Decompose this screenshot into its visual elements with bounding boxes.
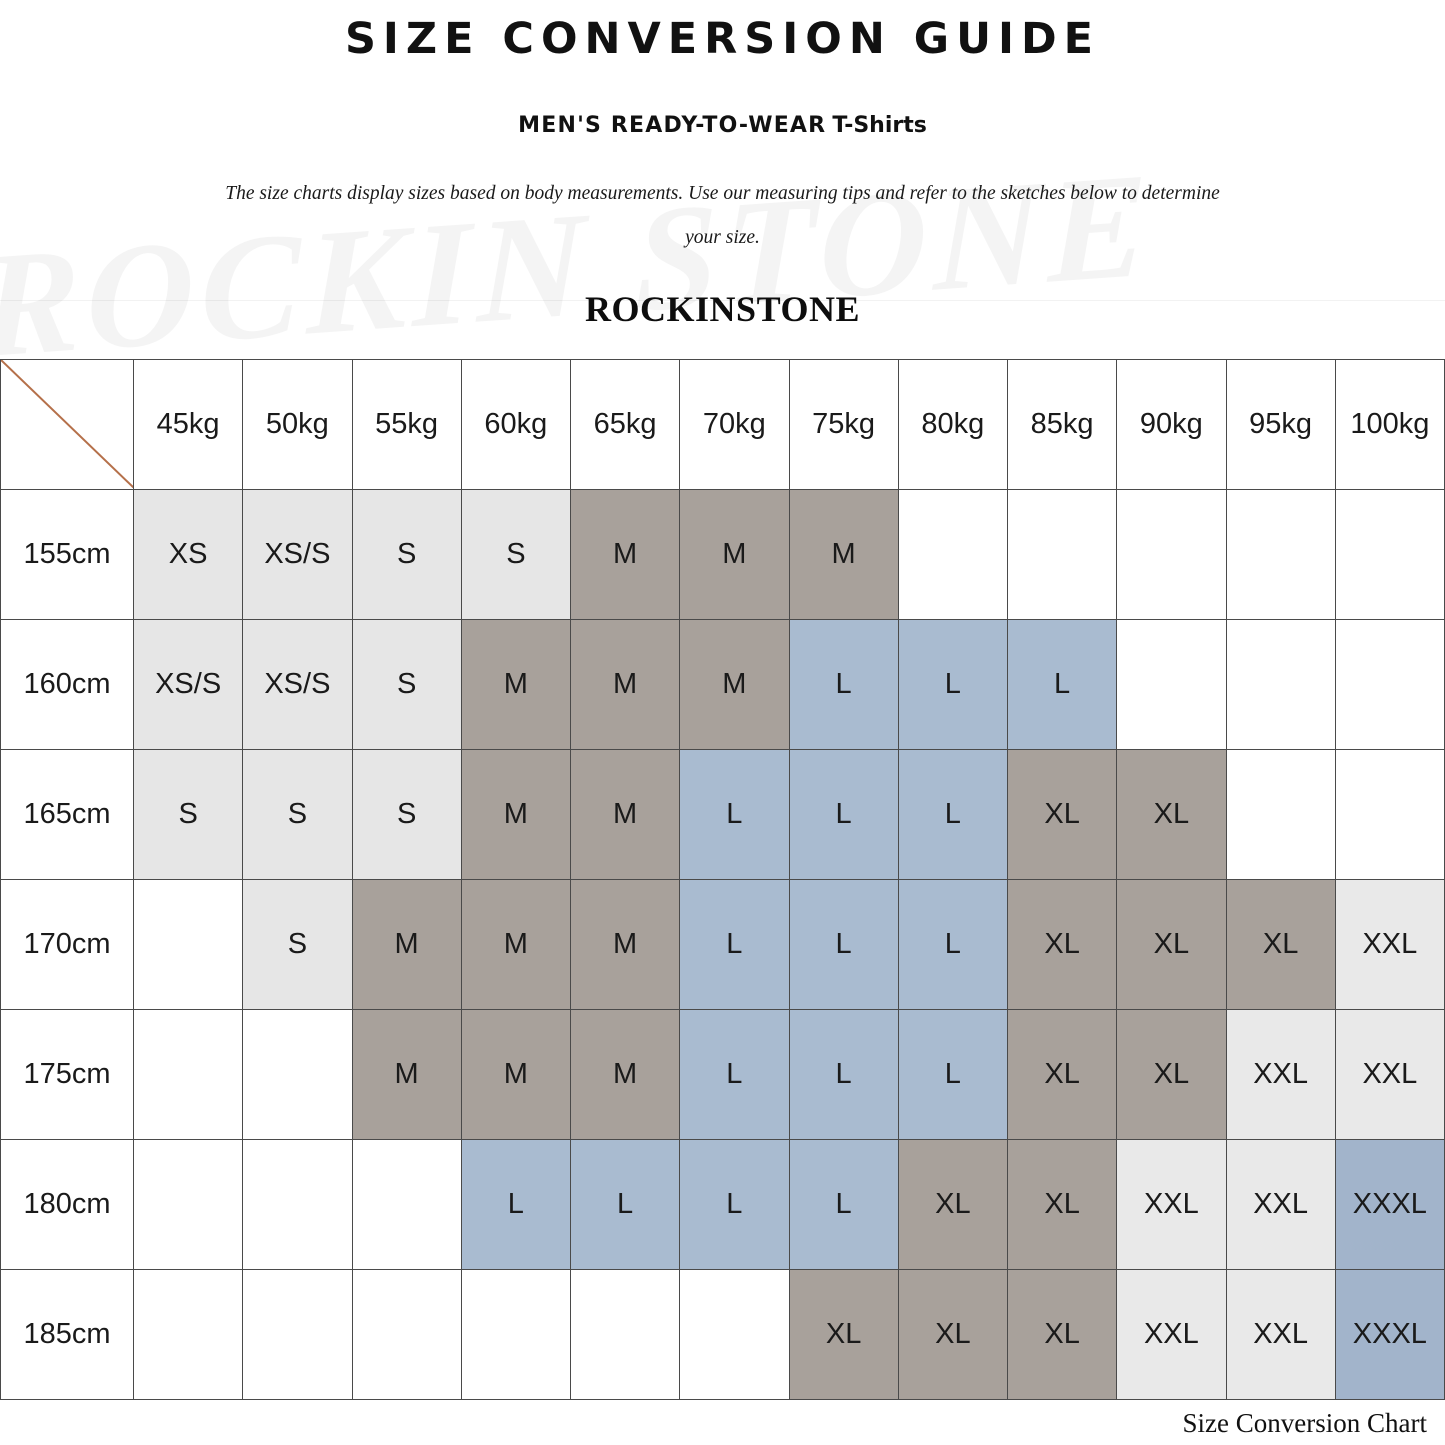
document-header: [0, 0, 1445, 330]
brand-name: ROCKINSTONE: [585, 289, 860, 329]
column-header: 90kg: [1117, 360, 1226, 490]
size-cell: [243, 1140, 352, 1270]
size-cell: XL: [1117, 880, 1226, 1010]
size-cell: XXXL: [1335, 1140, 1444, 1270]
size-cell: L: [1008, 620, 1117, 750]
table-body: [1, 490, 1445, 1400]
column-header: 95kg: [1226, 360, 1335, 490]
size-cell: L: [789, 880, 898, 1010]
size-cell: [134, 880, 243, 1010]
size-cell: S: [352, 620, 461, 750]
size-cell: [352, 1140, 461, 1270]
size-cell: [1226, 620, 1335, 750]
size-cell: XL: [898, 1140, 1007, 1270]
row-header: 180cm: [1, 1140, 134, 1270]
size-cell: M: [680, 490, 789, 620]
size-cell: XL: [1008, 1010, 1117, 1140]
size-cell: L: [789, 620, 898, 750]
page-title: SIZE CONVERSION GUIDE: [344, 14, 1101, 64]
size-cell: XXL: [1335, 880, 1444, 1010]
size-cell: S: [352, 490, 461, 620]
size-cell: L: [571, 1140, 680, 1270]
size-cell: [134, 1270, 243, 1400]
size-cell: [243, 1270, 352, 1400]
size-cell: [1117, 620, 1226, 750]
size-cell: L: [680, 880, 789, 1010]
size-cell: [134, 1010, 243, 1140]
diagonal-slash-icon: [1, 360, 133, 489]
size-conversion-table: [0, 359, 1445, 1400]
subtitle-category: MEN'S READY-TO-WEAR: [518, 113, 827, 138]
row-header: 175cm: [1, 1010, 134, 1140]
column-header: 45kg: [134, 360, 243, 490]
footer-caption: Size Conversion Chart: [1182, 1408, 1427, 1438]
row-header: 185cm: [1, 1270, 134, 1400]
size-cell: XL: [1226, 880, 1335, 1010]
size-cell: M: [571, 750, 680, 880]
size-cell: M: [461, 1010, 570, 1140]
table-header-row-group: [1, 360, 1445, 490]
size-cell: S: [461, 490, 570, 620]
size-cell: [352, 1270, 461, 1400]
column-header: 85kg: [1008, 360, 1117, 490]
size-cell: M: [461, 880, 570, 1010]
table-row: [1, 490, 1445, 620]
size-cell: [1226, 490, 1335, 620]
column-header: 55kg: [352, 360, 461, 490]
size-cell: XXL: [1117, 1270, 1226, 1400]
size-cell: XL: [1117, 1010, 1226, 1140]
column-header: 100kg: [1335, 360, 1444, 490]
size-cell: L: [680, 750, 789, 880]
size-cell: S: [243, 750, 352, 880]
table-row: [1, 620, 1445, 750]
size-cell: [243, 1010, 352, 1140]
size-cell: XS/S: [243, 620, 352, 750]
size-cell: XL: [898, 1270, 1007, 1400]
size-cell: XL: [1117, 750, 1226, 880]
row-header: 165cm: [1, 750, 134, 880]
table-header-row: [1, 360, 1445, 490]
size-cell: [1117, 490, 1226, 620]
size-cell: M: [571, 1010, 680, 1140]
column-header: 50kg: [243, 360, 352, 490]
size-cell: XS/S: [243, 490, 352, 620]
size-cell: L: [461, 1140, 570, 1270]
size-cell: M: [571, 880, 680, 1010]
size-cell: L: [898, 750, 1007, 880]
size-cell: XXL: [1226, 1270, 1335, 1400]
table-row: [1, 1010, 1445, 1140]
size-cell: XXL: [1117, 1140, 1226, 1270]
table-corner-cell: [1, 360, 134, 490]
size-cell: M: [352, 880, 461, 1010]
size-cell: L: [789, 1010, 898, 1140]
size-cell: M: [680, 620, 789, 750]
size-cell: S: [134, 750, 243, 880]
size-cell: M: [789, 490, 898, 620]
size-cell: XL: [1008, 880, 1117, 1010]
row-header: 155cm: [1, 490, 134, 620]
size-cell: L: [898, 620, 1007, 750]
size-cell: [461, 1270, 570, 1400]
size-cell: XXL: [1226, 1140, 1335, 1270]
size-cell: M: [571, 620, 680, 750]
size-cell: XL: [789, 1270, 898, 1400]
size-cell: XL: [1008, 1140, 1117, 1270]
size-cell: [571, 1270, 680, 1400]
row-header: 160cm: [1, 620, 134, 750]
size-cell: XXXL: [1335, 1270, 1444, 1400]
column-header: 60kg: [461, 360, 570, 490]
size-cell: M: [352, 1010, 461, 1140]
table-row: [1, 880, 1445, 1010]
size-cell: [1335, 750, 1444, 880]
column-header: 80kg: [898, 360, 1007, 490]
subtitle-product: T-Shirts: [832, 113, 927, 138]
table-row: [1, 1270, 1445, 1400]
description-text: The size charts display sizes based on body measurements. Use our measuring tips and refer to the sketches below to determine your size.: [225, 183, 1220, 248]
size-cell: XS: [134, 490, 243, 620]
size-cell: L: [898, 880, 1007, 1010]
table-row: [1, 750, 1445, 880]
size-cell: [1226, 750, 1335, 880]
column-header: 65kg: [571, 360, 680, 490]
size-cell: XXL: [1226, 1010, 1335, 1140]
size-cell: XS/S: [134, 620, 243, 750]
size-cell: [680, 1270, 789, 1400]
size-cell: [1008, 490, 1117, 620]
page-subtitle: [0, 112, 1445, 138]
size-cell: S: [243, 880, 352, 1010]
size-cell: [898, 490, 1007, 620]
size-cell: XL: [1008, 750, 1117, 880]
size-cell: XXL: [1335, 1010, 1444, 1140]
size-cell: S: [352, 750, 461, 880]
size-cell: L: [898, 1010, 1007, 1140]
size-cell: M: [571, 490, 680, 620]
size-cell: [134, 1140, 243, 1270]
size-cell: M: [461, 620, 570, 750]
size-cell: XL: [1008, 1270, 1117, 1400]
size-cell: [1335, 490, 1444, 620]
size-cell: L: [789, 1140, 898, 1270]
size-cell: L: [680, 1010, 789, 1140]
table-row: [1, 1140, 1445, 1270]
size-cell: M: [461, 750, 570, 880]
size-cell: L: [789, 750, 898, 880]
column-header: 70kg: [680, 360, 789, 490]
size-cell: [1335, 620, 1444, 750]
size-chart-container: [0, 359, 1445, 1400]
column-header: 75kg: [789, 360, 898, 490]
row-header: 170cm: [1, 880, 134, 1010]
size-cell: L: [680, 1140, 789, 1270]
